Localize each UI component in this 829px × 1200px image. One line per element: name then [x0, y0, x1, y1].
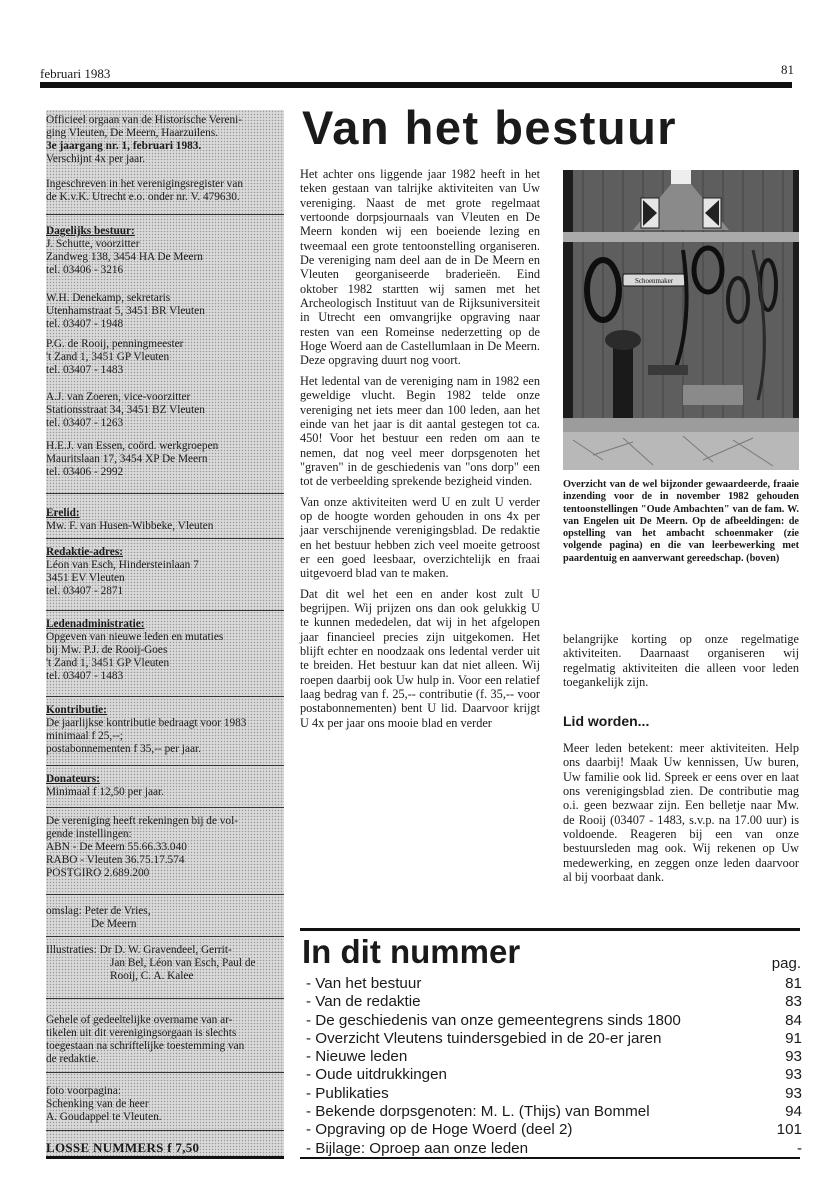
- contribution-section: [46, 704, 284, 756]
- accounts-line: De vereniging heeft rekeningen bij de vol-: [46, 815, 238, 827]
- front-photo-line: A. Goudappel te Vleuten.: [46, 1111, 162, 1124]
- divider: [46, 1072, 284, 1073]
- divider: [46, 493, 284, 494]
- colophon-line: de K.v.K. Utrecht e.o. onder nr. V. 479630.: [46, 191, 240, 204]
- single-issue-price: LOSSE NUMMERS f 7,50: [46, 1140, 200, 1155]
- exhibition-photo: [563, 170, 799, 470]
- copyright-line: toegestaan na schriftelijke toestemming van: [46, 1040, 245, 1053]
- article-paragraph: Het achter ons liggende jaar 1982 heeft in het teken gestaan van talrijke aktiviteiten van Uw vereniging. Naast de met grote regelmaat vertoonde dorpsjournaals van Vleuten en De Meern konden wij een boeiende lezing en tweemaal een grote tentoonstelling organiseren. De vereniging nam deel aan de in De Meern en Vleuten georganiseerde braderieën. Eind oktober 1982 startten wij samen met het Archeologisch Instituut van de Rijksuniversiteit in Utrecht een omvangrijke opgraving naar resten van een Romeinse nederzetting op de Hoge Woerd aan de Castellumlaan in De Meern. Deze opgraving duurt nog voort.: [300, 167, 540, 368]
- contents-item-title: - Bekende dorpsgenoten: M. L. (Thijs) van Bommel: [306, 1103, 650, 1121]
- membership-heading: Lid worden...: [563, 713, 650, 729]
- board-member-name: J. Schutte, voorzitter: [46, 238, 140, 251]
- contribution-heading: Kontributie:: [46, 704, 107, 716]
- contents-item-title: - Publikaties: [306, 1084, 389, 1102]
- front-photo-line: Schenking van de heer: [46, 1098, 149, 1111]
- membership-text: Meer leden betekent: meer aktiviteiten. Help ons daarbij! Maak Uw kennissen, Uw buren, Uw familie ook lid. Spreek er eens over en laat ons verenigingsblad zien. De contributie mag o.i. geen bezwaar zijn. Een belletje naar Mw. de Rooij (03407 - 1483, s.v.p. na 17.00 uur) is voldoende. Reageren bij een van onze bestuursleden mag ook. Wij rekenen op Uw medewerking, en zeggen onze leden daarvoor al bij voorbaat dank.: [563, 741, 799, 885]
- copyright-line: tikelen uit dit verenigingsorgaan is slechts: [46, 1027, 237, 1040]
- article-continuation: belangrijke korting op onze regelmatige aktiviteiten. Daarnaast organiseren wij regelmatig aktiviteiten die alleen voor leden toegankelijk zijn.: [563, 632, 799, 690]
- board-section: [46, 225, 284, 277]
- header-rule: [40, 82, 792, 88]
- accounts-section: [46, 815, 284, 880]
- contribution-line: minimaal f 25,--;: [46, 730, 123, 743]
- honorary-section: [46, 507, 284, 533]
- board-member-name: A.J. van Zoeren, vice-voorzitter: [46, 391, 191, 403]
- article-paragraph: Dat dit wel het een en ander kost zult U begrijpen. Wij prijzen ons dan ook gelukkig U te kunnen mededelen, dat wij in het afgelopen jaar financieel precies zijn uitgekomen. Het blijft echter en noodzaak ons ledental verder uit te breiden. Het bestuur kan dat niet alleen. Wij roepen daarbij ook Uw hulp in. Voor een relatief laag bedrag van f. 25,-- contributie (f. 35,-- voor postabonnementen) bent U lid. Daarvoor krijgt U 4x per jaar ons mooie blad en verder: [300, 586, 540, 730]
- divider: [46, 610, 284, 611]
- divider: [46, 765, 284, 766]
- front-photo-credit: [46, 1085, 284, 1124]
- editorial-section: [46, 546, 284, 598]
- contents-item-title: - Nieuwe leden: [306, 1048, 408, 1066]
- copyright-line: de redaktie.: [46, 1053, 99, 1066]
- copyright-line: Gehele of gedeeltelijke overname van ar-: [46, 1014, 233, 1026]
- contents-item-page: 101: [776, 1121, 802, 1139]
- contents-item-page: 91: [785, 1029, 802, 1047]
- admin-line: Opgeven van nieuwe leden en mutaties: [46, 631, 224, 644]
- divider: [46, 998, 284, 999]
- board-member: [46, 292, 284, 331]
- admin-heading: Ledenadministratie:: [46, 618, 145, 630]
- colophon-column: [46, 110, 284, 1158]
- board-member: [46, 391, 284, 430]
- colophon-line: Verschijnt 4x per jaar.: [46, 153, 146, 166]
- contents-item: [306, 1012, 802, 1030]
- board-member-phone: tel. 03407 - 1483: [46, 364, 124, 377]
- divider: [46, 894, 284, 895]
- contribution-line: postabonnementen f 35,-- per jaar.: [46, 743, 201, 756]
- contents-item-title: - Bijlage: Oproep aan onze leden: [306, 1139, 529, 1157]
- contents-item-title: - Overzicht Vleutens tuindersgebied in de 20-er jaren: [306, 1029, 662, 1047]
- divider: [46, 538, 284, 539]
- honorary-heading: Erelid:: [46, 507, 80, 519]
- contents-item-page: 81: [785, 975, 802, 992]
- accounts-line: POSTGIRO 2.689.200: [46, 867, 150, 880]
- photo-caption: Overzicht van de wel bijzonder gewaardeerde, fraaie inzending voor de in november 1982 gehouden tentoonstellingen "Oude Ambachten" van de fam. W. van Engelen uit De Meern. Op de afbeeldingen: de opstelling van het ambacht schoenmaker (zie volgende pagina) en die van leerbewerking met paardentuig en aanverwant gereedschap. (boven): [563, 479, 799, 564]
- contents-title: In dit nummer: [302, 933, 521, 970]
- contents-item-page: 93: [785, 1066, 802, 1084]
- board-member-address: 't Zand 1, 3451 GP Vleuten: [46, 351, 170, 364]
- contents-item-title: - Van de redaktie: [306, 993, 421, 1011]
- board-member-phone: tel. 03407 - 1263: [46, 417, 124, 430]
- divider: [46, 1156, 284, 1159]
- board-member-name: H.E.J. van Essen, coörd. werkgroepen: [46, 440, 219, 452]
- cover-credit: [46, 905, 284, 931]
- contents-item-title: - Van het bestuur: [306, 975, 422, 992]
- volume-line: 3e jaargang nr. 1, februari 1983.: [46, 140, 202, 153]
- board-member-address: Utenhamstraat 5, 3451 BR Vleuten: [46, 305, 205, 318]
- board-heading: Dagelijks bestuur:: [46, 225, 135, 237]
- editorial-heading: Redaktie-adres:: [46, 546, 123, 558]
- contents-item-title: - Opgraving op de Hoge Woerd (deel 2): [306, 1121, 573, 1139]
- article-title: Van het bestuur: [302, 101, 678, 154]
- editorial-line: 3451 EV Vleuten: [46, 572, 125, 585]
- accounts-line: ABN - De Meern 55.66.33.040: [46, 841, 187, 854]
- contents-top-rule: [300, 928, 800, 931]
- board-member: [46, 440, 284, 479]
- donors-heading: Donateurs:: [46, 773, 100, 785]
- contents-bottom-rule: [300, 1157, 800, 1159]
- accounts-line: gende instellingen:: [46, 828, 132, 841]
- donors-section: [46, 773, 284, 799]
- illustrations-line: Illustraties: Dr D. W. Gravendeel, Gerrit-: [46, 944, 232, 956]
- article-middle-column: [300, 167, 540, 736]
- contents-item: [306, 1121, 802, 1139]
- contents-item-page: 93: [785, 1084, 802, 1102]
- article-paragraph: Het ledental van de vereniging nam in 1982 een geweldige vlucht. Begin 1982 telde onze vereniging net iets meer dan 100 leden, aan het einde van het jaar is dit aantal gestegen tot ca. 450! Voor het bestuur een reden om aan te nemen, dat nog veel meer dorpsgenoten het "graven" in de geschiedenis van "ons dorp" een tot de verbeelding sprekende bezigheid vinden.: [300, 373, 540, 489]
- photo-sign-text: Schoenmaker: [634, 277, 674, 285]
- board-member-name: W.H. Denekamp, sekretaris: [46, 292, 171, 304]
- board-member-address: Stationsstraat 34, 3451 BZ Vleuten: [46, 404, 205, 417]
- contents-item: [306, 975, 802, 993]
- contents-page-label: pag.: [771, 955, 801, 972]
- registration: [46, 178, 284, 204]
- contents-item: [306, 993, 802, 1011]
- editorial-line: Léon van Esch, Hindersteinlaan 7: [46, 559, 199, 572]
- contents-list: [306, 975, 802, 1158]
- contents-item-title: - Oude uitdrukkingen: [306, 1066, 447, 1084]
- contents-item: [306, 1140, 802, 1158]
- board-member: [46, 338, 284, 377]
- colophon-line: Officieel orgaan van de Historische Vereni-: [46, 114, 243, 126]
- divider: [46, 936, 284, 937]
- contents-item: [306, 1085, 802, 1103]
- editorial-line: tel. 03407 - 2871: [46, 585, 124, 598]
- admin-line: bij Mw. P.J. de Rooij-Goes: [46, 644, 168, 657]
- contents-item-title: - De geschiedenis van onze gemeentegrens sinds 1800: [306, 1011, 681, 1029]
- contents-item-page: 94: [785, 1103, 802, 1121]
- cover-line: De Meern: [91, 918, 137, 931]
- cover-line: omslag: Peter de Vries,: [46, 905, 151, 917]
- contents-item-page: -: [796, 1139, 802, 1157]
- illustrations-line: Rooij, C. A. Kalee: [110, 970, 194, 983]
- contents-item-page: 83: [785, 993, 802, 1011]
- colophon-intro: [46, 114, 284, 166]
- contribution-line: De jaarlijkse kontributie bedraagt voor 1983: [46, 717, 247, 730]
- article-paragraph: Van onze aktiviteiten werd U en zult U verder op de hoogte worden gehouden in ons 4x per jaar verschijnende verenigingsblad. De redaktie en het bestuur hebben zich veel moeite getroost er een goed leesbaar, overzichtelijk en fraai uitgevoerd blad van te maken.: [300, 494, 540, 581]
- illustrations-line: Jan Bel, Léon van Esch, Paul de: [110, 957, 256, 970]
- illustrations-credit: [46, 944, 284, 983]
- divider: [46, 214, 284, 215]
- board-member-phone: tel. 03407 - 1948: [46, 318, 124, 331]
- board-member-name: P.G. de Rooij, penningmeester: [46, 338, 184, 350]
- contents-item: [306, 1066, 802, 1084]
- accounts-line: RABO - Vleuten 36.75.17.574: [46, 854, 185, 867]
- copyright-notice: [46, 1014, 284, 1066]
- colophon-line: Ingeschreven in het verenigingsregister van: [46, 178, 243, 190]
- divider: [46, 1130, 284, 1131]
- admin-line: 't Zand 1, 3451 GP Vleuten: [46, 657, 170, 670]
- contents-item: [306, 1103, 802, 1121]
- board-member-address: Mauritslaan 17, 3454 XP De Meern: [46, 453, 208, 466]
- divider: [46, 807, 284, 808]
- page-number: 81: [781, 62, 794, 77]
- board-member-phone: tel. 03406 - 3216: [46, 264, 124, 277]
- contents-item: [306, 1048, 802, 1066]
- honorary-member: Mw. F. van Husen-Wibbeke, Vleuten: [46, 520, 214, 533]
- board-member-address: Zandweg 138, 3454 HA De Meern: [46, 251, 203, 264]
- contents-item-page: 84: [785, 1011, 802, 1029]
- contents-item-page: 93: [785, 1048, 802, 1066]
- colophon-line: ging Vleuten, De Meern, Haarzuilens.: [46, 127, 219, 140]
- board-member-phone: tel. 03406 - 2992: [46, 466, 124, 479]
- admin-section: [46, 618, 284, 683]
- donors-line: Minimaal f 12,50 per jaar.: [46, 786, 164, 799]
- front-photo-line: foto voorpagina:: [46, 1085, 121, 1097]
- admin-line: tel. 03407 - 1483: [46, 670, 124, 683]
- issue-date: februari 1983: [40, 66, 111, 81]
- divider: [46, 696, 284, 697]
- contents-item: [306, 1030, 802, 1048]
